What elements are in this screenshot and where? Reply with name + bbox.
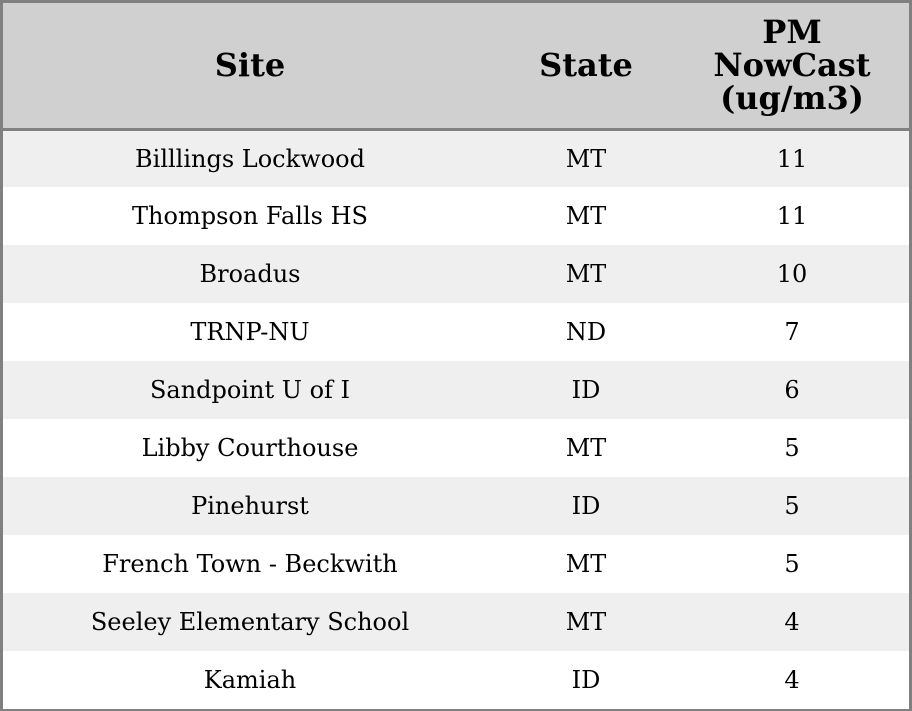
table-header-row (3, 3, 909, 129)
cell-site: Kamiah (203, 666, 297, 694)
cell-pm-nowcast: 5 (784, 550, 800, 578)
cell-state: MT (565, 550, 607, 578)
column-header-site: Site (3, 3, 497, 129)
table-row (3, 535, 909, 593)
cell-pm-nowcast: 11 (776, 144, 808, 173)
cell-site: Libby Courthouse (141, 434, 359, 462)
cell-site: Thompson Falls HS (132, 202, 368, 230)
cell-state: ND (565, 318, 607, 346)
cell-pm-nowcast: 5 (784, 434, 800, 462)
cell-site: Pinehurst (191, 492, 309, 520)
cell-state: MT (565, 608, 607, 636)
cell-state: MT (565, 434, 607, 462)
cell-pm-nowcast: 7 (784, 318, 800, 346)
column-header-pm-line-1: PM (762, 12, 822, 51)
table-row (3, 651, 909, 709)
cell-pm-nowcast: 5 (784, 492, 800, 520)
table-row (3, 245, 909, 303)
column-header-pm-nowcast (675, 3, 909, 129)
table-row (3, 419, 909, 477)
pm-nowcast-table (3, 3, 909, 709)
cell-site: TRNP-NU (190, 318, 310, 346)
cell-state: MT (565, 202, 607, 230)
table-row (3, 303, 909, 361)
column-header-pm-line-3: (ug/m3) (720, 78, 864, 117)
cell-site: Seeley Elementary School (90, 608, 410, 636)
table-row (3, 129, 909, 187)
table-row (3, 593, 909, 651)
cell-state: MT (565, 260, 607, 288)
table-row (3, 477, 909, 535)
cell-site: Billlings Lockwood (135, 144, 365, 173)
table-row (3, 187, 909, 245)
cell-site: Sandpoint U of I (149, 376, 351, 404)
column-header-pm-line-2: NowCast (713, 45, 871, 84)
cell-site: Broadus (199, 260, 301, 288)
cell-pm-nowcast: 10 (776, 260, 808, 288)
cell-state: ID (571, 492, 601, 520)
cell-state: ID (571, 666, 601, 694)
cell-pm-nowcast: 4 (784, 666, 800, 694)
cell-pm-nowcast: 11 (776, 202, 808, 230)
cell-state: ID (571, 376, 601, 404)
cell-state: MT (565, 144, 607, 173)
column-header-state: State (497, 3, 675, 129)
cell-pm-nowcast: 6 (784, 376, 800, 404)
cell-site: French Town - Beckwith (102, 550, 398, 578)
table-row (3, 361, 909, 419)
cell-pm-nowcast: 4 (784, 608, 800, 636)
